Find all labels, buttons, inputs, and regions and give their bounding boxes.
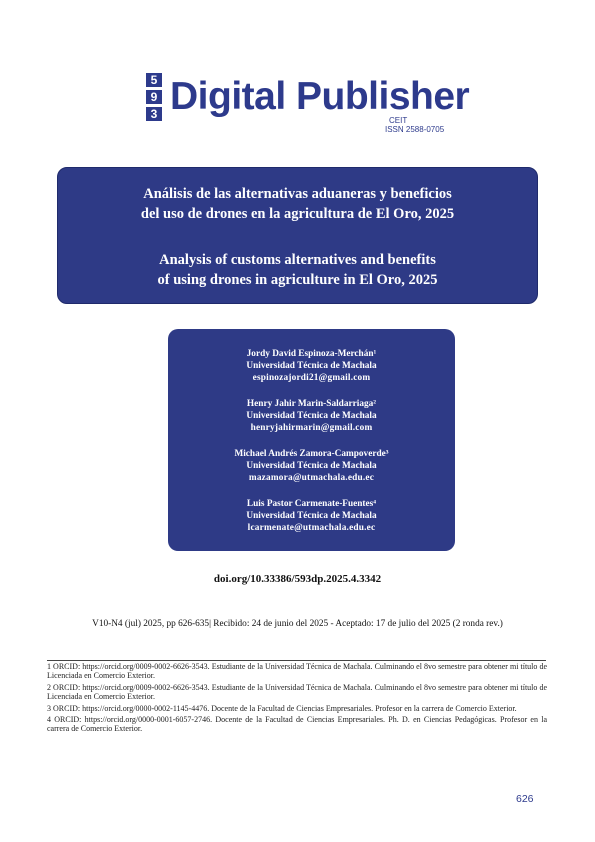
author-name: Jordy David Espinoza-Merchán¹ — [246, 349, 377, 359]
footnote: 2 ORCID: https://orcid.org/0009-0002-6626-3543. Estudiante de la Universidad Técnica de Machala. Culminando el 8vo semestre para obtener mi título de Licenciada en Comercio Exterior. — [47, 682, 547, 702]
title-line: del uso de drones en la agricultura de El Oro, 2025 — [140, 206, 455, 222]
footnote-divider — [47, 660, 546, 661]
issn: ISSN 2588-0705 — [385, 125, 445, 134]
badge-digit: 3 — [146, 107, 162, 121]
footnote: 1 ORCID: https://orcid.org/0009-0002-6626-3543. Estudiante de la Universidad Técnica de Machala. Culminando el 8vo semestre para obtener mi título de Licenciada en Comercio Exterior. — [47, 662, 547, 681]
badge-digit: 5 — [146, 73, 162, 87]
author-block — [168, 398, 455, 434]
author-email[interactable]: lcarmenate@utmachala.edu.ec — [247, 523, 376, 533]
author-affiliation: Universidad Técnica de Machala — [246, 361, 377, 371]
journal-sub: CEIT — [389, 116, 408, 125]
badge-digit: 9 — [146, 90, 162, 104]
author-affiliation: Universidad Técnica de Machala — [246, 511, 377, 521]
footnotes — [47, 662, 547, 736]
footnote: 3 ORCID: https://orcid.org/0000-0002-1145-4476. Docente de la Facultad de Ciencias Empresariales. Profesor en la carrera de Comercio Exterior. — [47, 703, 517, 713]
author-name: Luis Pastor Carmenate-Fuentes⁴ — [246, 499, 377, 509]
authors-box — [168, 329, 455, 551]
author-name: Henry Jahir Marin-Saldarriaga² — [246, 399, 377, 409]
page-number: 626 — [516, 793, 534, 805]
title-spanish — [58, 184, 537, 224]
author-block — [168, 348, 455, 384]
author-email[interactable]: espinozajordi21@gmail.com — [252, 373, 371, 383]
title-line: of using drones in agriculture in El Oro, 2025 — [157, 272, 438, 288]
author-block — [168, 498, 455, 534]
logo-badge — [146, 73, 164, 124]
journal-logo — [146, 73, 470, 135]
title-line: Análisis de las alternativas aduaneras y beneficios — [143, 186, 452, 202]
author-name: Michael Andrés Zamora-Campoverde³ — [234, 449, 389, 459]
article-meta: V10-N4 (jul) 2025, pp 626-635| Recibido: 24 de junio del 2025 - Aceptado: 17 de julio del 2025 (2 ronda rev.) — [92, 619, 503, 629]
title-english — [58, 250, 537, 290]
title-line: Analysis of customs alternatives and benefits — [159, 252, 436, 268]
author-affiliation: Universidad Técnica de Machala — [246, 411, 377, 421]
author-email[interactable]: henryjahirmarin@gmail.com — [250, 423, 373, 433]
title-box — [57, 167, 538, 304]
author-email[interactable]: mazamora@utmachala.edu.ec — [248, 473, 375, 483]
journal-name: Digital Publisher — [170, 75, 470, 118]
author-block — [168, 448, 455, 484]
author-affiliation: Universidad Técnica de Machala — [246, 461, 377, 471]
doi-link[interactable]: doi.org/10.33386/593dp.2025.4.3342 — [213, 573, 382, 585]
footnote: 4 ORCID: https://orcid.org/0000-0001-6057-2746. Docente de la Facultad de Ciencias Empresariales. Ph. D. en Ciencias Pedagógicas. Profesor en la carrera de Comercio Exterior. — [47, 715, 547, 734]
